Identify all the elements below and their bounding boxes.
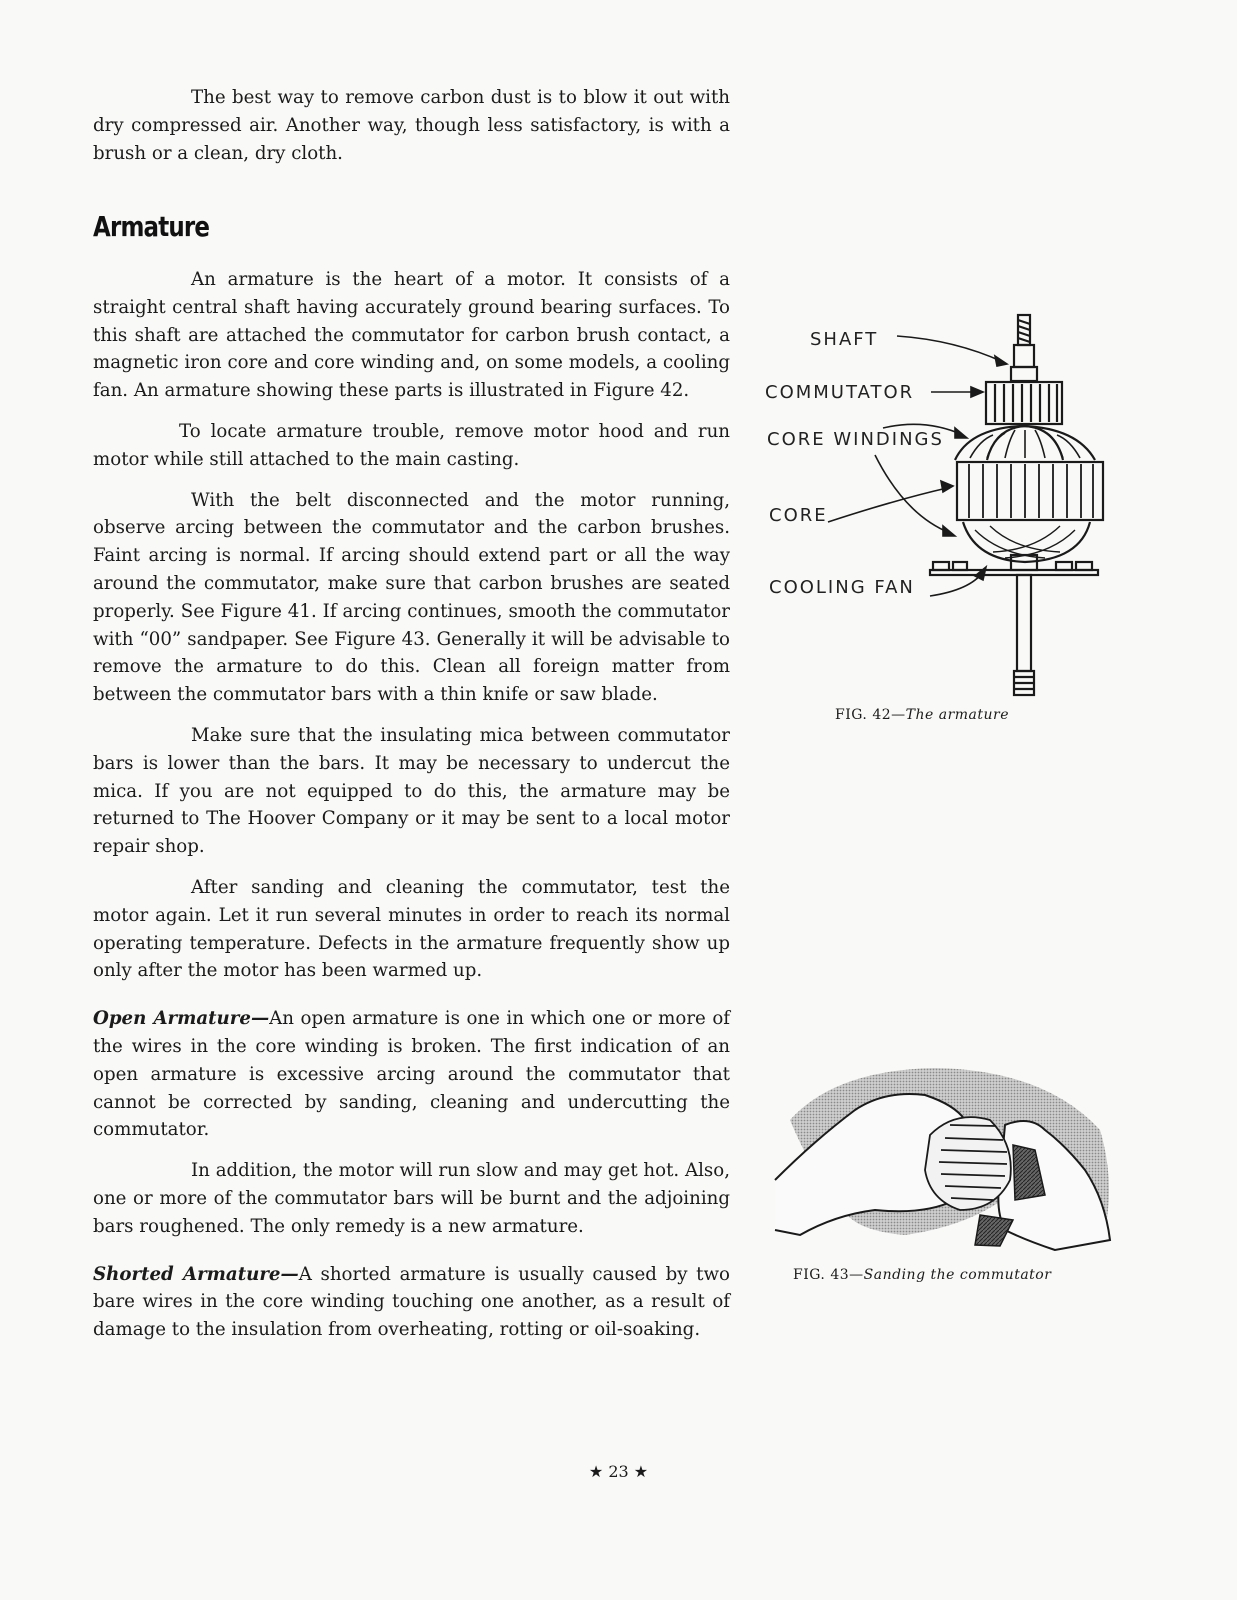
open-armature-paragraph [93, 1005, 730, 1144]
figure-43-caption [793, 1267, 1051, 1283]
shorted-armature-runin: Shorted Armature— [93, 1263, 299, 1285]
figure-42-caption [835, 707, 1009, 723]
label-cooling-fan: COOLING FAN [769, 577, 915, 598]
shorted-armature-paragraph [93, 1261, 730, 1344]
paragraph: After sanding and cleaning the commutator, test the motor again. Let it run several minutes in order to reach its normal operating temperature. Defects in the armature frequently show up only after the motor has been warmed up. [93, 876, 730, 982]
commutator-shape [986, 382, 1062, 424]
core-windings-arrow-lower [875, 455, 950, 533]
figure-43-title: Sanding the commutator [863, 1267, 1052, 1283]
paragraph: Make sure that the insulating mica between commutator bars is lower than the bars. It may be necessary to undercut the mica. If you are not equipped to do this, the armature may be returned to The Hoover Company or it may be sent to a local motor repair shop. [93, 724, 730, 858]
open-armature-runin: Open Armature— [93, 1008, 270, 1030]
page-number: ★ 23 ★ [588, 1462, 649, 1481]
section-heading: Armature [93, 210, 210, 243]
callout-arrows [828, 336, 1007, 596]
shorted-armature-text: A shorted armature is usually caused by two bare wires in the core winding touching one another, as a result of damage to the insulation from overheating, rotting or oil-soaking. [93, 1263, 730, 1341]
intro-paragraph: The best way to remove carbon dust is to blow it out with dry compressed air. Another way, though less satisfactory, is with a brush or a clean, dry cloth. [93, 87, 730, 164]
figure-42-title: The armature [905, 707, 1010, 723]
figure-43-number: FIG. 43— [793, 1267, 864, 1283]
armature-body [93, 266, 730, 1344]
label-commutator: COMMUTATOR [765, 382, 915, 403]
paragraph: With the belt disconnected and the motor running, observe arcing between the commutator and the carbon brushes. Faint arcing is normal. If arcing should extend part or all the way around the commutator, make sure that carbon brushes are seated properly. See Figure 41. If arcing continues, smooth the commutator with “00” sandpaper. See Figure 43. Generally it will be advisable to remove the armature to do this. Clean all foreign matter from between the commutator bars with a thin knife or saw blade. [93, 489, 730, 706]
paragraph: To locate armature trouble, remove motor hood and run motor while still attached to the main casting. [93, 420, 730, 470]
shaft-collar [1014, 345, 1034, 367]
shaft-arrow [897, 336, 1003, 362]
label-core: CORE [769, 505, 828, 526]
label-core-windings: CORE WINDINGS [767, 429, 944, 450]
commutator-bars [995, 384, 1057, 422]
open-armature-text: An open armature is one in which one or more of the wires in the core winding is broken. The first indication of an open armature is excessive arcing around the commutator that cannot be corrected by sanding, cleaning and undercutting the commutator. [93, 1008, 731, 1141]
sandpaper-edge [975, 1215, 1013, 1246]
core-arrow [828, 488, 947, 522]
sanding-illustration [755, 1050, 1115, 1255]
label-shaft: SHAFT [810, 329, 879, 350]
core-slots [969, 464, 1093, 518]
armature-diagram [755, 300, 1115, 700]
lower-shaft [1017, 575, 1031, 671]
open-armature-followup: In addition, the motor will run slow and may get hot. Also, one or more of the commutator bars will be burnt and the adjoining bars roughened. The only remedy is a new armature. [93, 1160, 730, 1237]
figure-42-number: FIG. 42— [835, 707, 906, 723]
armature-in-hands [925, 1117, 1011, 1210]
paragraph: An armature is the heart of a motor. It consists of a straight central shaft having accurately ground bearing surfaces. To this shaft are attached the commutator for carbon brush contact, a magnetic iron core and core winding and, on some models, a cooling fan. An armature showing these parts is illustrated in Figure 42. [93, 269, 730, 402]
intro-block [93, 84, 730, 167]
